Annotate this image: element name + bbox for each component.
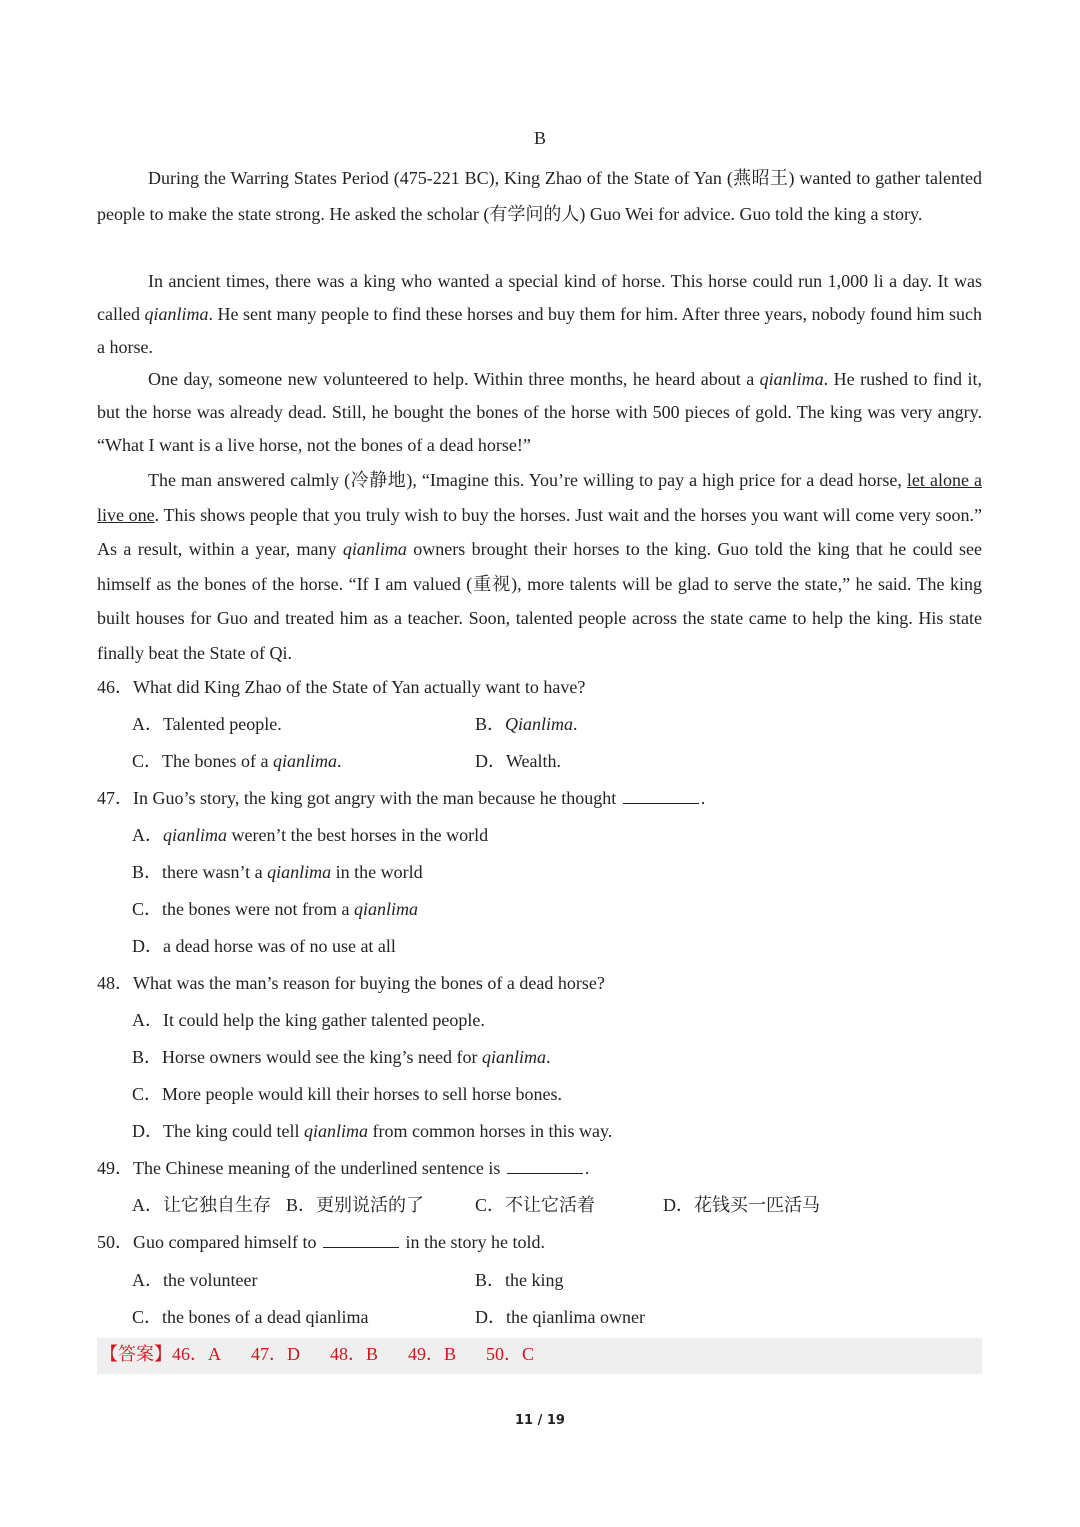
option-label: A． [132, 1010, 163, 1030]
question-number: 48． [97, 973, 133, 993]
option-italic: qianlima [481, 1047, 546, 1067]
paragraph-1-text: During the Warring States Period (475-221 BC), King Zhao of the State of Yan (燕昭王) wanted to gather talented people to make the state strong. He asked the scholar (有学问的人) Guo Wei for advice. Guo told the king a story. [97, 168, 982, 224]
question-47 [97, 784, 705, 810]
option-text-end: . [573, 714, 578, 734]
option-text: Horse owners would see the king’s need for [162, 1047, 482, 1067]
option-label: B． [286, 1195, 317, 1215]
option-47-b [132, 858, 423, 884]
question-end: . [584, 1158, 590, 1178]
option-label: C． [132, 1084, 163, 1104]
option-label: D． [475, 751, 506, 771]
question-text-b: in the story he told. [405, 1232, 545, 1252]
option-49-c [475, 1191, 595, 1217]
question-48 [97, 969, 605, 995]
option-48-d [132, 1117, 612, 1143]
answer-blank [323, 1232, 399, 1248]
paragraph-3-text-b: . He rushed to find it, but the horse was already dead. Still, he bought the bones of the horse with 500 pieces of gold. The king was very angry. “What I want is a live horse, not the bones of a dead horse!” [97, 369, 982, 455]
option-label: B． [475, 1270, 506, 1290]
answer-item: 49．B [408, 1344, 457, 1364]
option-text-end: . [337, 751, 342, 771]
option-47-c [132, 895, 418, 921]
option-label: C． [132, 899, 163, 919]
question-50 [97, 1228, 545, 1254]
option-50-c [132, 1303, 368, 1329]
option-italic: qianlima [353, 899, 418, 919]
option-text: the volunteer [163, 1270, 258, 1290]
passage-paragraph-4 [97, 463, 982, 670]
option-text: Talented people. [163, 714, 282, 734]
answer-key [100, 1340, 564, 1366]
option-label: D． [132, 1121, 163, 1141]
answer-item: 50．C [486, 1344, 535, 1364]
option-italic: qianlima [303, 1121, 368, 1141]
option-label: B． [475, 714, 506, 734]
question-number: 46． [97, 677, 133, 697]
question-number: 47． [97, 788, 133, 808]
option-text: It could help the king gather talented people. [163, 1010, 485, 1030]
option-50-d [475, 1303, 645, 1329]
question-text: In Guo’s story, the king got angry with the man because he thought [133, 788, 617, 808]
answer-key-label: 【答案】 [100, 1344, 172, 1364]
answer-item: 48．B [330, 1344, 379, 1364]
option-46-d [475, 747, 561, 773]
option-48-a [132, 1006, 485, 1032]
paragraph-3-italic: qianlima [759, 369, 824, 389]
option-label: D． [132, 936, 163, 956]
option-text-end: . [545, 1047, 551, 1067]
option-46-a [132, 710, 282, 736]
option-text: The king could tell [163, 1121, 304, 1141]
option-text: Qianlima [505, 714, 574, 734]
option-label: C． [132, 751, 163, 771]
passage-paragraph-1 [97, 160, 982, 232]
option-50-a [132, 1266, 257, 1292]
option-49-d [663, 1191, 820, 1217]
question-end: . [700, 788, 706, 808]
option-46-c [132, 747, 342, 773]
option-text-end: in the world [331, 862, 423, 882]
paragraph-4-italic: qianlima [342, 539, 407, 559]
option-italic: qianlima [163, 825, 228, 845]
passage-paragraph-2 [97, 265, 982, 364]
underlined-sentence: let alone a live one [97, 470, 982, 525]
question-text: The Chinese meaning of the underlined sentence is [133, 1158, 501, 1178]
option-text: the king [505, 1270, 564, 1290]
option-49-a [132, 1191, 271, 1217]
option-text: 让它独自生存 [163, 1195, 271, 1215]
paragraph-3-text-a: One day, someone new volunteered to help. Within three months, he heard about a [148, 369, 760, 389]
option-label: B． [132, 862, 163, 882]
option-label: A． [132, 714, 163, 734]
option-text: the bones of a dead qianlima [162, 1307, 369, 1327]
section-title: B [533, 128, 546, 148]
option-label: D． [663, 1195, 694, 1215]
question-text: What was the man’s reason for buying the bones of a dead horse? [133, 973, 605, 993]
option-47-d [132, 932, 396, 958]
option-text: 不让它活着 [505, 1195, 596, 1215]
question-49 [97, 1154, 589, 1180]
paragraph-2-text-b: . He sent many people to find these horses and buy them for him. After three years, nobody found him such a horse. [97, 304, 982, 357]
option-label: C． [132, 1307, 163, 1327]
option-label: A． [132, 1270, 163, 1290]
question-46 [97, 673, 585, 699]
question-number: 49． [97, 1158, 133, 1178]
option-49-b [286, 1191, 424, 1217]
option-text: the bones were not from a [162, 899, 354, 919]
question-text-a: Guo compared himself to [133, 1232, 317, 1252]
option-italic: qianlima [267, 862, 332, 882]
option-text: More people would kill their horses to sell horse bones. [162, 1084, 562, 1104]
question-number: 50． [97, 1232, 133, 1252]
option-label: A． [132, 1195, 163, 1215]
option-label: C． [475, 1195, 506, 1215]
option-text: Wealth. [506, 751, 562, 771]
paragraph-4-text-b: . This shows people that you truly wish to buy the horses. Just wait and the horses you want will come very soon.” As a result, within a year, many [97, 504, 983, 559]
paragraph-4-text-a: The man answered calmly (冷静地), “Imagine this. You’re willing to pay a high price for a dead horse, [148, 470, 907, 490]
answer-item: 46．A [172, 1344, 221, 1364]
option-48-c [132, 1080, 562, 1106]
paragraph-4-text-c: owners brought their horses to the king. Guo told the king that he could see himself as the bones of the horse. “If I am valued (重视), more talents will be glad to serve the state,” he said. The king built houses for Guo and treated him as a teacher. Soon, talented people across the state came to help the king. His state finally beat the State of Qi. [97, 539, 983, 663]
page-number: 11 / 19 [515, 1413, 565, 1428]
answer-item: 47．D [251, 1344, 300, 1364]
option-text: 更别说活的了 [316, 1195, 425, 1215]
option-48-b [132, 1043, 550, 1069]
option-text: 花钱买一匹活马 [694, 1195, 820, 1215]
option-46-b [475, 710, 578, 736]
passage-paragraph-3 [97, 363, 982, 462]
option-text-end: from common horses in this way. [367, 1121, 613, 1141]
answer-blank [623, 788, 699, 804]
option-text: The bones of a [162, 751, 273, 771]
option-text: weren’t the best horses in the world [227, 825, 489, 845]
option-text: a dead horse was of no use at all [163, 936, 396, 956]
option-text: there wasn’t a [162, 862, 268, 882]
option-label: A． [132, 825, 163, 845]
answer-blank [507, 1158, 583, 1174]
option-50-b [475, 1266, 564, 1292]
paragraph-2-text-a: In ancient times, there was a king who wanted a special kind of horse. This horse could run 1,000 li a day. It was called [97, 271, 982, 324]
option-label: D． [475, 1307, 506, 1327]
paragraph-2-italic: qianlima [144, 304, 209, 324]
option-text: the qianlima owner [506, 1307, 645, 1327]
option-47-a [132, 821, 488, 847]
question-text: What did King Zhao of the State of Yan actually want to have? [133, 677, 586, 697]
option-label: B． [132, 1047, 163, 1067]
option-italic: qianlima [272, 751, 337, 771]
